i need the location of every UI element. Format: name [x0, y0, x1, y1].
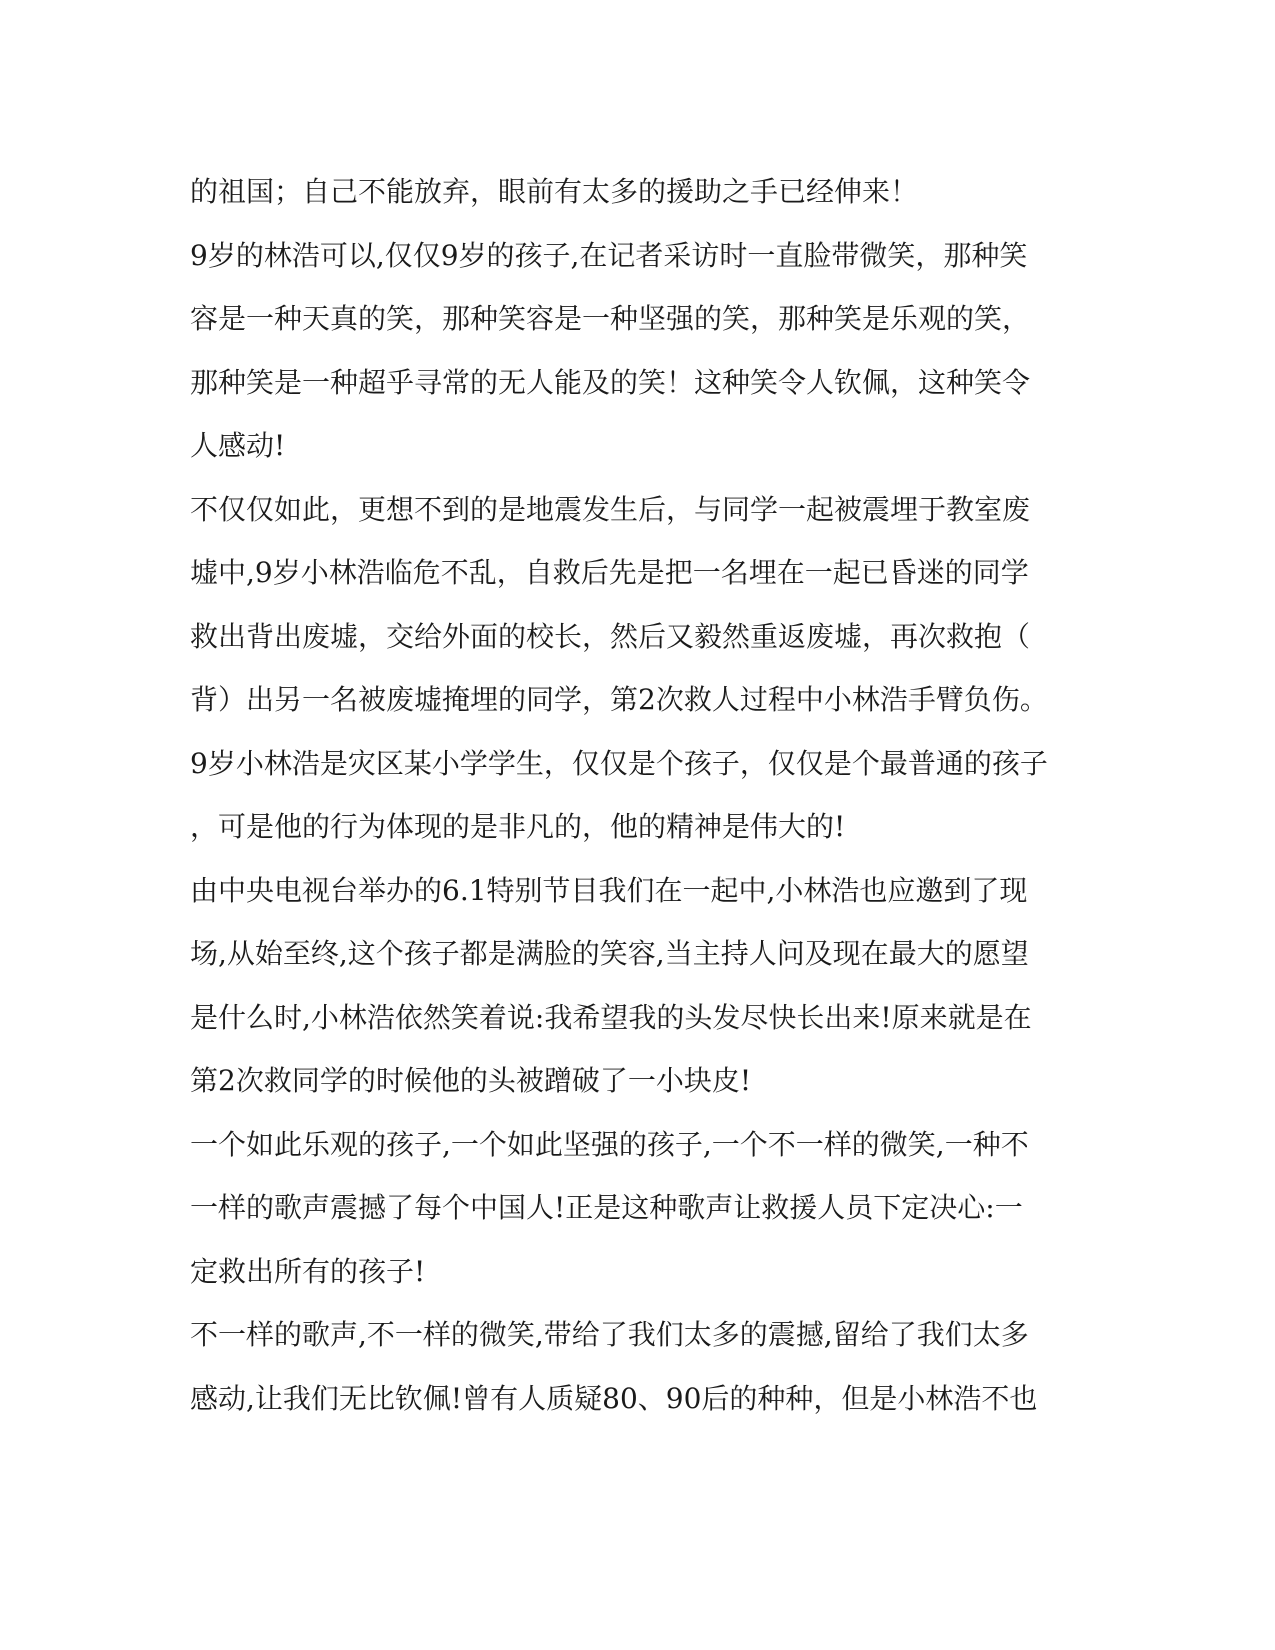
- text-line: 救出背出废墟，交给外面的校长，然后又毅然重返废墟，再次救抱（: [190, 619, 1031, 653]
- text-line: 一个如此乐观的孩子,一个如此坚强的孩子,一个不一样的微笑,一种不: [190, 1127, 1029, 1161]
- text-line: 不仅仅如此，更想不到的是地震发生后，与同学一起被震埋于教室废: [190, 492, 1031, 526]
- text-line: 定救出所有的孩子!: [190, 1254, 426, 1288]
- body-text: [190, 160, 1080, 1430]
- text-line: 那种笑是一种超乎寻常的无人能及的笑！这种笑令人钦佩，这种笑令: [190, 365, 1031, 399]
- text-line: 场,从始至终,这个孩子都是满脸的笑容,当主持人问及现在最大的愿望: [190, 937, 1029, 970]
- text-line: 墟中,9岁小林浩临危不乱，自救后先是把一名埋在一起已昏迷的同学: [190, 556, 1029, 589]
- text-line: 容是一种天真的笑，那种笑容是一种坚强的笑，那种笑是乐观的笑，: [190, 302, 1031, 335]
- text-line: 感动,让我们无比钦佩!曾有人质疑80、90后的种种，但是小林浩不也: [190, 1381, 1038, 1415]
- text-line: 是什么时,小林浩依然笑着说:我希望我的头发尽快长出来!原来就是在: [190, 1000, 1032, 1034]
- text-line: 人感动!: [190, 429, 286, 462]
- text-line: 9岁小林浩是灾区某小学学生，仅仅是个孩子，仅仅是个最普通的孩子: [190, 746, 1048, 780]
- text-line: 9岁的林浩可以,仅仅9岁的孩子,在记者采访时一直脸带微笑，那种笑: [190, 238, 1028, 272]
- text-line: 第2次救同学的时候他的头被蹭破了一小块皮!: [190, 1064, 752, 1097]
- text-line: 背）出另一名被废墟掩埋的同学，第2次救人过程中小林浩手臂负伤。: [190, 683, 1048, 716]
- text-line: 的祖国；自己不能放弃，眼前有太多的援助之手已经伸来！: [190, 175, 919, 208]
- text-line: ，可是他的行为体现的是非凡的，他的精神是伟大的!: [190, 810, 846, 843]
- text-line: 由中央电视台举办的6.1特别节目我们在一起中,小林浩也应邀到了现: [190, 873, 1028, 907]
- text-line: 一样的歌声震撼了每个中国人!正是这种歌声让救援人员下定决心:一: [190, 1191, 1023, 1224]
- text-line: 不一样的歌声,不一样的微笑,带给了我们太多的震撼,留给了我们太多: [190, 1318, 1029, 1351]
